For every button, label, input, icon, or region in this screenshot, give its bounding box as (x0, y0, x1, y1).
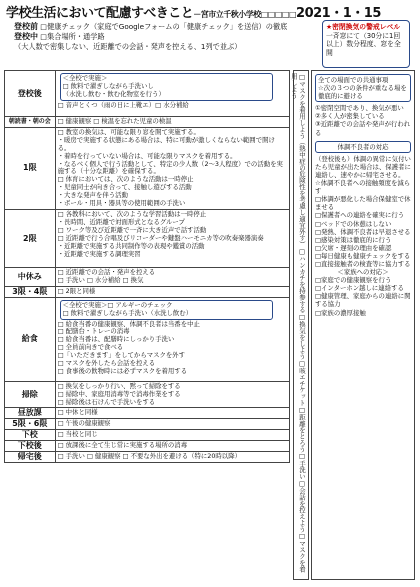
row-line: □ 手洗い □ 健康観察 □ 不要な外出を避ける（特に20時以降） (57, 452, 241, 461)
common-line: （登校後も）体調の異常に気付いたら児童が出た場合は、保護者に連絡し、速やかに帰宅させる。 (315, 154, 411, 179)
common-line: □インターホン越しに連絡する (315, 284, 404, 293)
row-line: □ 2限と同様 (57, 286, 96, 295)
common-items-panel (311, 70, 415, 580)
row-body (55, 267, 289, 286)
row-label: 5限・6限 (5, 419, 56, 430)
row-body (55, 452, 289, 463)
boxed-line: □ 飲料で濯ぎしながら手洗い（水洗し飲む） (62, 308, 193, 317)
intro-line-note: （大人数で密集しない、近距離での会話・発声を控える、1列で並ぶ） (14, 42, 242, 51)
row-label: 帰宅後 (5, 452, 56, 463)
common-line: ＜家族への対応＞ (337, 268, 389, 277)
row-line: ・暖房で実施する状態にある場合は、特に可動が激しくならない範囲で開ける。 (57, 135, 275, 152)
row-body (55, 408, 289, 419)
boxed-note (60, 300, 273, 320)
row-label: 2限 (5, 209, 56, 267)
row-line: ・近距離で実施する調理実習 (57, 249, 141, 258)
common-line: □保護者への連絡を確実に行う (315, 211, 405, 220)
boxed-note (60, 73, 273, 101)
sick-response-heading: 体調不良者の対応 (315, 141, 411, 153)
common-line: □家族の濃厚接触 (315, 308, 366, 317)
row-line: □ 掃除中、家庭用消毒等で消毒作業をする (57, 389, 181, 398)
page-title (6, 2, 381, 21)
table-row (5, 408, 290, 419)
common-line: ☆体調不良者への接触頻度を減らす (315, 179, 411, 196)
intro-block (14, 22, 314, 52)
row-line: □ 放課後に全て生じ常に実施する場所の消毒 (57, 441, 188, 450)
boxed-line: □ 飲料で濯ぎしながら手洗いし (62, 81, 154, 90)
common-line: □ベッドでの休憩はしない (315, 219, 392, 228)
table-row (5, 209, 290, 267)
row-line: □ 全員前向きで食べる (57, 343, 124, 352)
table-row (5, 430, 290, 441)
row-body (55, 127, 289, 209)
row-label: 給食 (5, 297, 56, 381)
row-line: □ 健康観察 □ 検温を忘れた児童の検温 (57, 117, 172, 125)
row-line: □ 当校と同じ (57, 430, 98, 439)
table-row (5, 441, 290, 452)
row-body (55, 441, 289, 452)
row-line: □ 給食当番の健康観察、体調不良者は当番を中止 (57, 319, 200, 328)
condition-item: ①密閉空間であり、換気が悪い (315, 104, 404, 113)
row-body (55, 71, 289, 117)
row-label: 掃除 (5, 381, 56, 408)
boxed-line: ＜全校で実施＞□ アルギーのチェック (62, 300, 173, 309)
row-line: □ 各教科において、次のような学習活動は一時停止 (57, 209, 207, 218)
common-heading: 全ての場面での共通事項 (318, 76, 389, 84)
row-body (55, 117, 289, 128)
title-squares: □□□□□ (260, 10, 297, 19)
intro-heading-before: 登校前 (14, 22, 38, 31)
row-line: □ 近距離での会話・発声を控える (57, 267, 156, 276)
table-row (5, 127, 290, 209)
common-line: □感染対策は徹底的に行う (315, 235, 392, 244)
row-line: □ 体育においては、次のような活動は一時停止 (57, 175, 194, 184)
intro-line-during: □集合場所・通学路 (40, 32, 105, 41)
title-text: 学校生活において配慮すべきこと (6, 6, 194, 21)
common-line: □直接接触者の検査等に協力する (315, 259, 411, 268)
common-line: □欠席・遅刻の理由を確認 (315, 243, 392, 252)
intro-line-before: □健康チェック（家庭でGoogleフォームの「健康チェック」を送信）の徹底 (40, 22, 288, 31)
row-line: □ 音声とくつ（雨の日に上靴エ）□ 水分補給 (57, 100, 189, 109)
row-body (55, 419, 289, 430)
boxed-line: （水洗し飲む・飲む化物室を行う） (62, 89, 165, 98)
row-label: 昼放課 (5, 408, 56, 419)
row-label: 3限・4限 (5, 286, 56, 297)
row-line: □ 手洗い □ 水分補給 □ 換気 (57, 275, 144, 284)
row-label: 下校 (5, 430, 56, 441)
common-line: □家庭での健康観察を行う (315, 276, 392, 285)
row-label: 中休み (5, 267, 56, 286)
table-row (5, 419, 290, 430)
row-line: ・児童同士が向き合って、接触し遊びする活動 (57, 183, 192, 192)
table-row (5, 267, 290, 286)
table-row (5, 117, 290, 128)
row-line: □ 教室の換気は、可能な限り窓を開て実施する。 (57, 127, 200, 136)
row-line: □ 配膳台・トレーの消毒 (57, 327, 130, 336)
schedule-table (4, 70, 290, 463)
ventilation-note (322, 20, 410, 68)
row-body (55, 381, 289, 408)
row-body (55, 430, 289, 441)
table-row (5, 297, 290, 381)
row-body (55, 209, 289, 267)
row-line: □ 午後の健康観察 (57, 419, 111, 428)
row-label: 1限 (5, 127, 56, 209)
row-body (55, 286, 289, 297)
row-line: □ マスクを外したら会話を控える (57, 359, 156, 368)
row-line: ・ボール・用具・器具等の使用範囲の手洗い (57, 199, 186, 208)
table-row (5, 286, 290, 297)
table-row (5, 71, 290, 117)
school-name: －宮市立千秋小学校 (193, 10, 261, 19)
row-label: 登校後 (5, 71, 56, 117)
row-label: 下校後 (5, 441, 56, 452)
row-line: ・長時間、近距離で対面形式となるグループ (57, 217, 185, 226)
condition-item: ③近距離での会話や発声が行われる (315, 120, 411, 137)
common-subheading: ☆次の３つの条件が重なる場を徹底的に避ける (318, 84, 407, 101)
row-label: 朝読書・朝の会 (5, 117, 56, 128)
boxed-line: ＜全校で実施＞ (62, 74, 108, 82)
row-line: ・大きな発声を伴う活動 (57, 191, 128, 200)
note-body: 一斉窓にて（30分に1回以上）数分程度、窓を全開 (326, 31, 401, 57)
common-line: □体調が悪化した場合保健室で休ませる (315, 195, 411, 212)
condition-item: ②多く人が密集している (315, 112, 385, 121)
row-line: □ 近距離で行う合唱及びリコーダーや鍵盤ハーモニカ等の吹奏楽器演奏 (57, 233, 264, 242)
row-line: □ 食事後の飲物時には必ずマスクを着用する (57, 366, 188, 375)
document-date: 2021・1・15 (296, 6, 381, 21)
row-line: □ 中休と同様 (57, 408, 98, 417)
row-line: □ 掃除後は石けんで手洗いをする (57, 397, 156, 406)
common-heading-box (315, 74, 411, 102)
row-body (55, 297, 289, 381)
row-line: □ ワーク等及び近距離で一斉に大き近声で話す活動 (57, 225, 207, 234)
row-line: ・近距離で実施する共同制作等の表現や鑑賞の活動 (57, 241, 205, 250)
vertical-reminder: □マスクを着用しよう（熱中症の危険性を考慮し適宜外す）□ハンカチを持参する□換気をしよう□咳エチケット□距離をとろう□手洗い□会話を控えよう□マスクを着用しよう (293, 70, 309, 580)
common-line: □毎日健康も健康チェックをする (315, 251, 411, 260)
row-line: ・なるべく個人で行う活動として、特定の少人数（2〜3人程度）での活動を実施する（十分な距離）を確保する。 (57, 159, 283, 176)
row-line: □「いただきます」をしてからマスクを外す (57, 351, 186, 360)
table-row (5, 381, 290, 408)
row-line: ・着時を行っていない場合は、可能な限りマスクを着用する。 (57, 151, 237, 160)
row-line: □ 給食当番は、配膳時にしっかり手洗い (57, 335, 175, 344)
intro-heading-during: 登校中 (14, 32, 38, 41)
common-line: □発熱、体調不良者は早退させる (315, 227, 411, 236)
row-line: □ 換気をしっかり行い、黙って掃除をする (57, 381, 181, 390)
note-title: ★密閉換気の警戒レベル (326, 23, 401, 31)
table-row (5, 452, 290, 463)
common-line: □健康管理、家庭からの連絡に関する協力 (315, 292, 411, 309)
